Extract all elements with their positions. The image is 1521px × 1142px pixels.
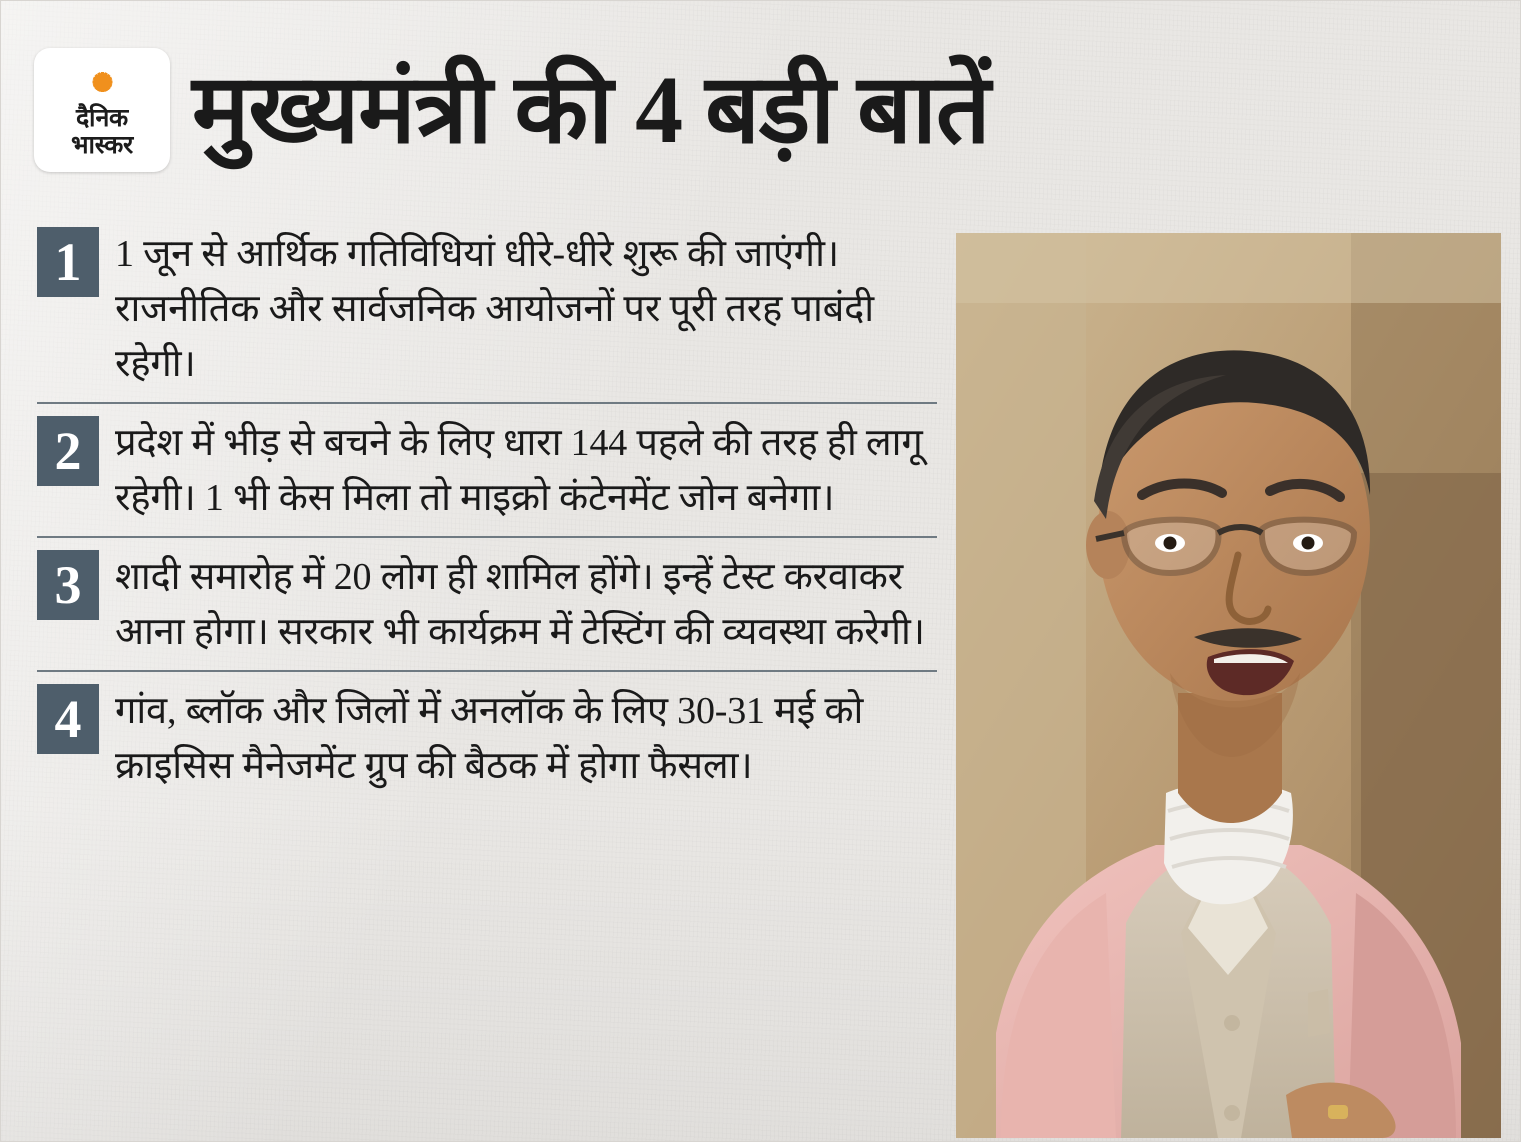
point-text: शादी समारोह में 20 लोग ही शामिल होंगे। इन्हें टेस्ट करवाकर आना होगा। सरकार भी कार्यक्रम में टेस्टिंग की व्यवस्था करेगी।: [115, 556, 925, 653]
point-text: गांव, ब्लॉक और जिलों में अनलॉक के लिए 30-31 मई को क्राइसिस मैनेजमेंट ग्रुप की बैठक में होगा फैसला।: [115, 690, 864, 787]
point-text: प्रदेश में भीड़ से बचने के लिए धारा 144 पहले की तरह ही लागू रहेगी। 1 भी केस मिला तो माइक्रो कंटेनमेंट जोन बनेगा।: [115, 422, 923, 519]
list-item: [37, 227, 937, 402]
header: [1, 1, 1521, 219]
page-title: मुख्यमंत्री की 4 बड़ी बातें: [192, 56, 990, 163]
list-item: [37, 402, 937, 536]
brand-name-line2: भास्कर: [70, 132, 133, 159]
list-item: [37, 536, 937, 670]
point-text: 1 जून से आर्थिक गतिविधियां धीरे-धीरे शुरू की जाएंगी। राजनीतिक और सार्वजनिक आयोजनों पर पूरी तरह पाबंदी रहेगी।: [115, 233, 874, 385]
point-number: 3: [37, 550, 99, 620]
sun-icon: [81, 61, 123, 103]
point-number: 4: [37, 684, 99, 754]
point-number: 1: [37, 227, 99, 297]
list-item: [37, 670, 937, 804]
portrait-photo: [956, 233, 1501, 1138]
point-number: 2: [37, 416, 99, 486]
portrait-photo-illustration: [956, 233, 1501, 1138]
points-list: [37, 227, 937, 804]
brand-name-line1: दैनिक: [76, 105, 128, 132]
brand-logo: [34, 48, 170, 172]
